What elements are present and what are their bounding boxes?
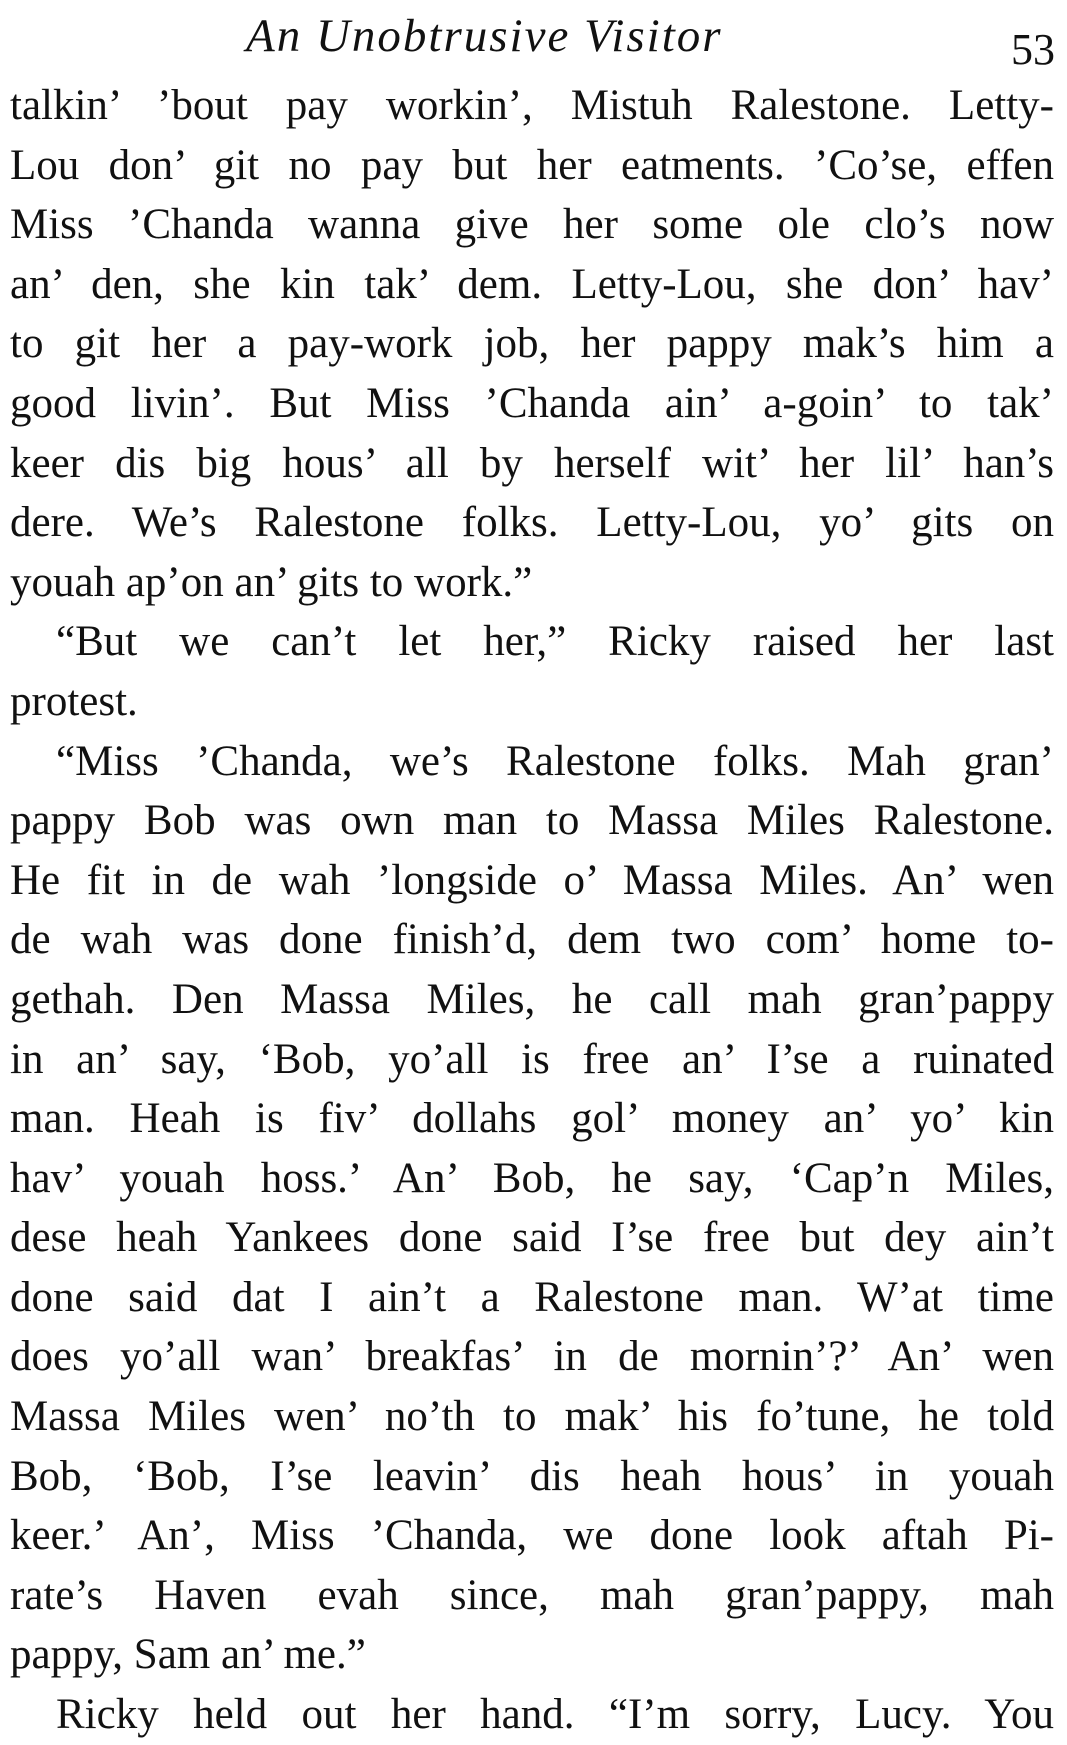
text-line: youah ap’on an’ gits to work.” (10, 558, 533, 606)
text-line: in an’ say, ‘Bob, yo’all is free an’ I’se a ruinated (10, 1035, 1054, 1083)
text-line: good livin’. But Miss ’Chanda ain’ a-goin’ to tak’ (10, 379, 1054, 427)
text-line: hav’ youah hoss.’ An’ Bob, he say, ‘Cap’n Miles, (10, 1154, 1054, 1202)
text-line: talkin’ ’bout pay workin’, Mistuh Ralestone. Letty- (10, 82, 1054, 129)
text-line: Ricky held out her hand. “I’m sorry, Lucy. You (56, 1691, 1054, 1739)
text-line: keer.’ An’, Miss ’Chanda, we done look aftah Pi- (10, 1512, 1054, 1560)
running-title: An Unobtrusive Visitor (246, 10, 723, 62)
text-line: done said dat I ain’t a Ralestone man. W’at time (10, 1273, 1054, 1321)
text-line: does yo’all wan’ breakfas’ in de mornin’?’ An’ wen (10, 1333, 1054, 1381)
text-line: Miss ’Chanda wanna give her some ole clo’s now (10, 201, 1054, 249)
text-line: Bob, ‘Bob, I’se leavin’ dis heah hous’ in youah (10, 1452, 1054, 1500)
running-head (0, 6, 1067, 74)
text-line: keer dis big hous’ all by herself wit’ her lil’ han’s (10, 439, 1054, 487)
text-line: an’ den, she kin tak’ dem. Letty-Lou, she don’ hav’ (10, 260, 1054, 308)
text-line: man. Heah is fiv’ dollahs gol’ money an’ yo’ kin (10, 1095, 1054, 1143)
text-line: Massa Miles wen’ no’th to mak’ his fo’tune, he told (10, 1393, 1054, 1441)
text-line: pappy, Sam an’ me.” (10, 1631, 366, 1679)
body-text (10, 76, 1054, 1745)
text-line: pappy Bob was own man to Massa Miles Ralestone. (10, 797, 1054, 845)
text-line: de wah was done finish’d, dem two com’ home to- (10, 916, 1054, 964)
text-line: He fit in de wah ’longside o’ Massa Miles. An’ wen (10, 856, 1054, 904)
page-number: 53 (1011, 25, 1055, 74)
text-line: to git her a pay-work job, her pappy mak’s him a (10, 320, 1054, 368)
text-line: “But we can’t let her,” Ricky raised her last (56, 618, 1054, 666)
text-line: “Miss ’Chanda, we’s Ralestone folks. Mah gran’ (56, 737, 1054, 785)
text-line: protest. (10, 677, 138, 725)
text-line: Lou don’ git no pay but her eatments. ’Co’se, effen (10, 141, 1054, 189)
text-line: dese heah Yankees done said I’se free but dey ain’t (10, 1214, 1054, 1262)
text-line: dere. We’s Ralestone folks. Letty-Lou, yo’ gits on (10, 499, 1054, 547)
text-line: gethah. Den Massa Miles, he call mah gran’pappy (10, 975, 1054, 1023)
text-line: rate’s Haven evah since, mah gran’pappy, mah (10, 1571, 1054, 1619)
